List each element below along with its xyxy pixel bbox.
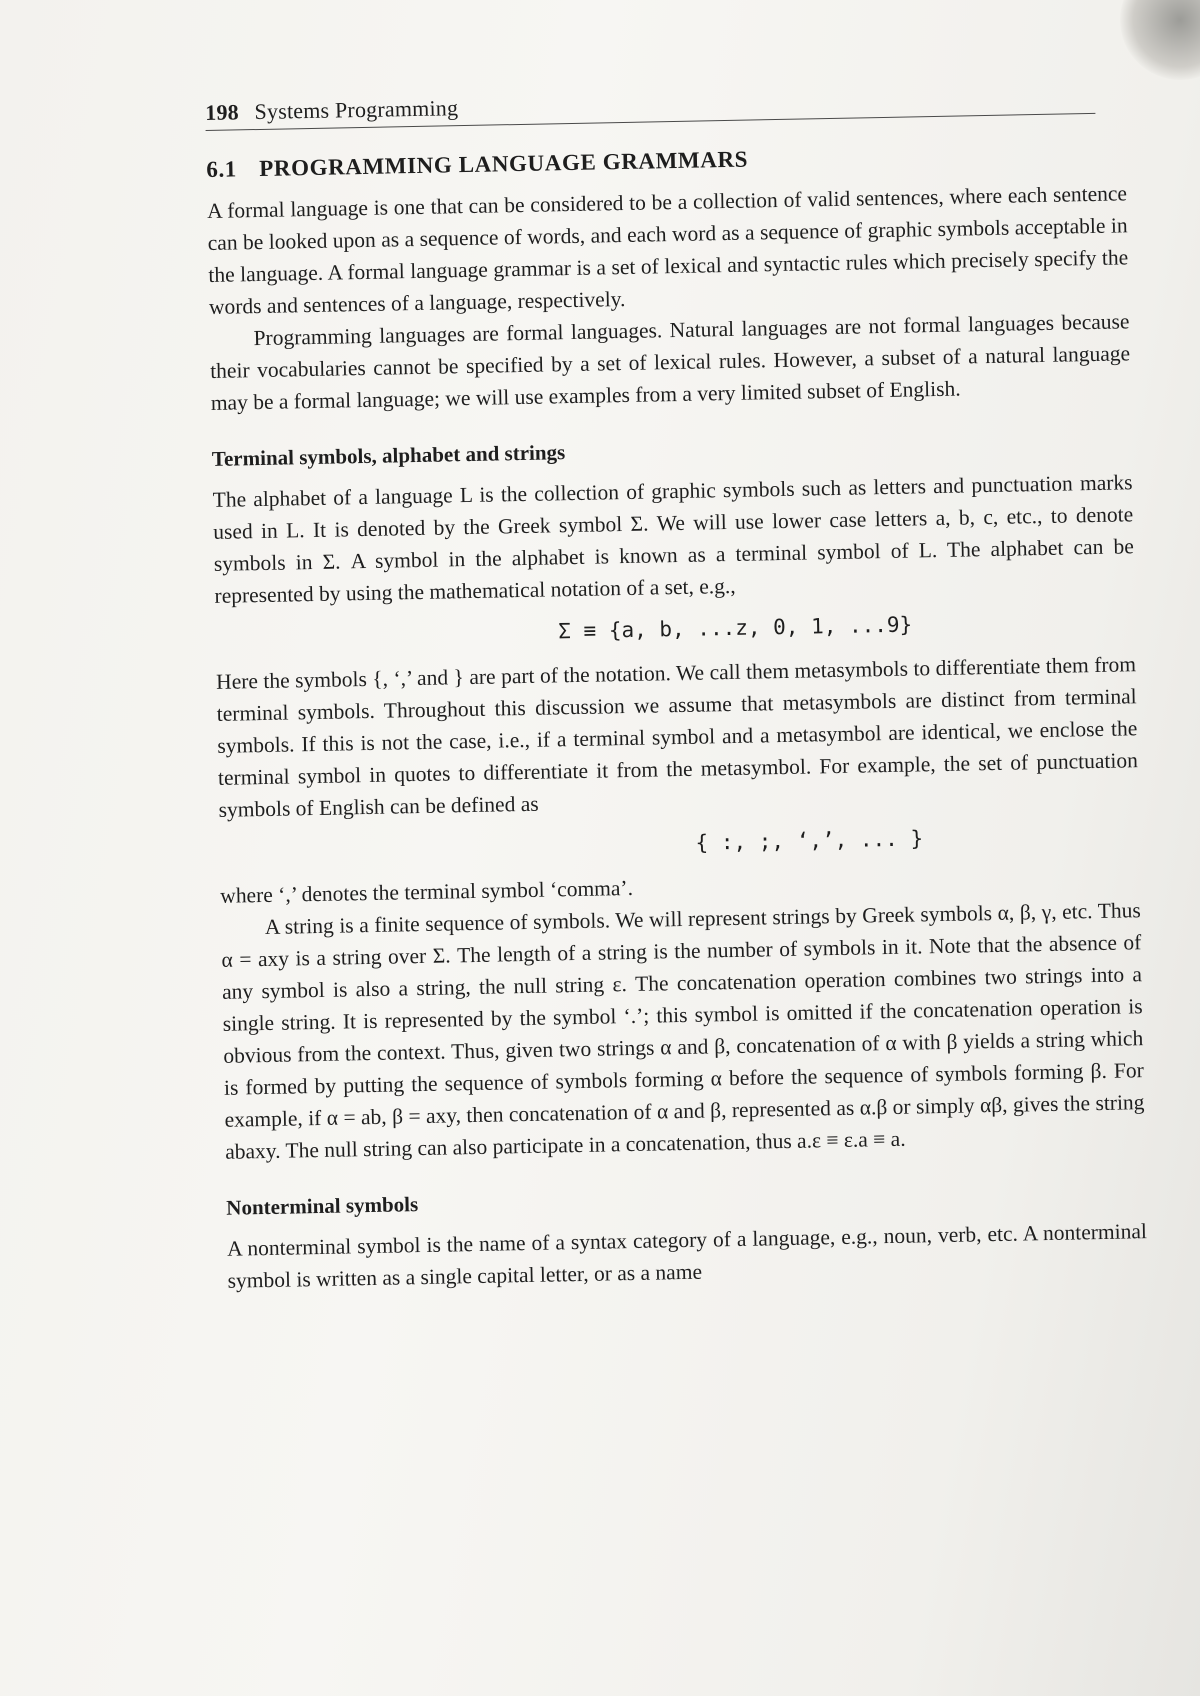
- paragraph-programming-languages: Programming languages are formal languages. Natural languages are not formal languages because their vocabularies cannot be specified by a set of lexical rules. However, a subset of a natural language may be a formal language; we will use examples from a very limited subset of English.: [209, 309, 1131, 415]
- equation-punctuation: { :, ;, ‘,’, ... }: [695, 826, 924, 855]
- paragraph-alphabet: The alphabet of a language L is the collection of graphic symbols such as letters and punctuation marks used in L. It is denoted by the Greek symbol Σ. We will use lower case letters a, b, c, etc., to denote symbols in Σ. A symbol in the alphabet is known as a terminal symbol of L. The alphabet can be represented by using the mathematical notation of a set, e.g.,: [212, 470, 1134, 608]
- subheading-terminal-symbols: Terminal symbols, alphabet and strings: [211, 440, 566, 471]
- running-header: [205, 83, 1095, 131]
- section-number: 6.1: [206, 156, 238, 182]
- paragraph-metasymbols: Here the symbols {, ‘,’ and } are part of the notation. We call them metasymbols to differentiate them from terminal symbols. Throughout this discussion we assume that metasymbols are distinct from terminal symbols. If this is not the case, i.e., if a terminal symbol and a metasymbol are identical, we enclose the terminal symbol in quotes to differentiate it from the metasymbol. For example, the set of punctuation symbols of English can be defined as: [215, 652, 1139, 822]
- section-heading: [206, 139, 1126, 183]
- subheading-nonterminal-symbols: Nonterminal symbols: [226, 1192, 419, 1220]
- page-content: [205, 82, 1148, 1296]
- paragraph-comma: where ‘,’ denotes the terminal symbol ‘comma’.: [220, 875, 634, 908]
- paragraph-string: A string is a finite sequence of symbols. We will represent strings by Greek symbols α, β, γ, etc. Thus α = axy is a string over Σ. The length of a string is the number of symbols in it. Note that the absence of any symbol is also a string, the null string ε. The concatenation operation combines two strings into a single string. It is represented by the symbol ‘.’; this symbol is omitted if the concatenation operation is obvious from the context. Thus, given two strings α and β, concatenation of α with β yields a string which is formed by putting the sequence of symbols forming α before the sequence of symbols forming β. For example, if α = ab, β = axy, then concatenation of α and β, represented as α.β or simply αβ, gives the string abaxy. The null string can also participate in a concatenation, thus a.ε ≡ ε.a ≡ a.: [221, 898, 1145, 1164]
- paragraph-formal-language: A formal language is one that can be considered to be a collection of valid sentences, where each sentence can be looked upon as a sequence of words, and each word as a sequence of graphic symbols acceptable in the language. A formal language grammar is a set of lexical and syntactic rules which precisely specify the words and sentences of a language, respectively.: [206, 181, 1129, 319]
- book-title: Systems Programming: [254, 95, 459, 125]
- page-number: 198: [205, 99, 240, 125]
- paragraph-nonterminal: A nonterminal symbol is the name of a syntax category of a language, e.g., noun, verb, etc. A nonterminal symbol is written as a single capital letter, or as a name: [226, 1219, 1148, 1293]
- section-title: PROGRAMMING LANGUAGE GRAMMARS: [259, 146, 749, 181]
- equation-alphabet: Σ ≡ {a, b, ...z, 0, 1, ...9}: [558, 612, 913, 644]
